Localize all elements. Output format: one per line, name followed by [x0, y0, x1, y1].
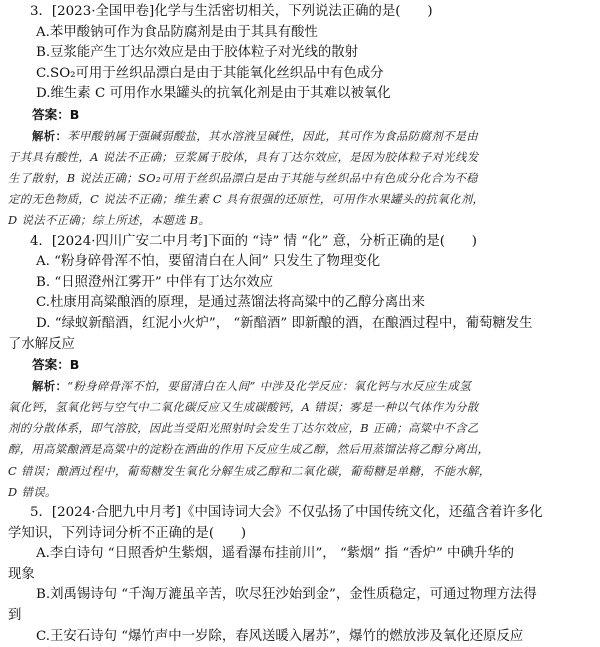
- question-4-explanation-line: 氧化钙，氢氧化钙与空气中二氧化碳反应又生成碳酸钙，A 错误；雾是一种以气体作为分散: [8, 399, 479, 414]
- question-4-option-d: D. “绿蚁新醅酒，红泥小火炉”， “新醅酒” 即新酿的酒，在酿酒过程中，葡萄糖发生: [36, 315, 533, 331]
- question-source: [2024·合肥九中月考]: [51, 504, 182, 520]
- explanation-label: 解析：: [32, 128, 68, 143]
- question-3-explanation-line: 生了散射，B 说法正确；SO₂可用于丝织品漂白是由于其能与丝织品中有色成分化合为不稳: [8, 170, 478, 185]
- question-number: 4．: [30, 233, 52, 249]
- explanation-text: 苯甲酸钠属于强碱弱酸盐，其水溶液呈碱性，因此，其可作为食品防腐剂不是由: [67, 128, 479, 143]
- question-source: [2023·全国甲卷]: [51, 4, 155, 19]
- question-4-option-c: C.杜康用高粱酿酒的原理，是通过蒸馏法将高粱中的乙醇分离出来: [36, 295, 425, 311]
- question-5-stem-continued: 学知识，下列诗词分析不正确的是( ): [8, 525, 247, 541]
- question-number: 5．: [30, 504, 52, 520]
- question-text: 《中国诗词大会》不仅弘扬了中国传统文化，还蕴含着许多化: [181, 504, 543, 520]
- question-3-option-b: B.豆浆能产生丁达尔效应是由于胶体粒子对光线的散射: [36, 45, 359, 61]
- question-4-option-a: A. “粉身碎骨浑不怕，要留清白在人间” 只发生了物理变化: [36, 254, 381, 270]
- question-3-option-d: D.维生素 C 可用作水果罐头的抗氧化剂是由于其难以被氧化: [36, 86, 391, 102]
- explanation-label: 解析：: [32, 378, 68, 393]
- question-5-option-b-continued: 到: [8, 607, 22, 623]
- question-4-option-d-continued: 了水解反应: [8, 336, 75, 352]
- question-3-option-a: A.苯甲酸钠可作为食品防腐剂是由于其具有酸性: [36, 24, 318, 40]
- question-5-option-a: A.李白诗句 “日照香炉生紫烟，遥看瀑布挂前川”， “紫烟” 指 “香炉” 中碘升华的: [36, 546, 514, 562]
- question-4-explanation-line: C 错误；酿酒过程中，葡萄糖发生氧化分解生成乙醇和二氧化碳，葡萄糖是单糖，不能水解，: [8, 463, 491, 478]
- explanation-text: “粉身碎骨浑不怕，要留清白在人间” 中涉及化学反应：氧化钙与水反应生成氢: [67, 378, 471, 393]
- question-5-stem: [8, 503, 592, 524]
- question-3-answer: 答案：B: [32, 106, 80, 122]
- question-4-option-b: B. “日照澄州江雾开” 中伴有丁达尔效应: [36, 274, 274, 290]
- question-4-stem: [8, 232, 592, 253]
- question-3-explanation-line: 于其具有酸性，A 说法不正确；豆浆属于胶体，具有丁达尔效应，是因为胶体粒子对光线发: [8, 149, 479, 164]
- question-3-explanation-line: D 说法不正确；综上所述，本题选 B。: [8, 213, 211, 228]
- question-3-explanation-line: [8, 126, 592, 147]
- question-5-option-a-continued: 现象: [8, 566, 35, 582]
- question-5-option-b: B.刘禹锡诗句 “千淘万漉虽辛苦，吹尽狂沙始到金”，金性质稳定，可通过物理方法得: [36, 587, 537, 603]
- question-number: 3．: [30, 4, 52, 19]
- question-4-explanation-line: D 错误。: [8, 484, 57, 499]
- question-4-explanation-line: [8, 376, 592, 397]
- question-source: [2024·四川广安二中月考]: [51, 233, 208, 249]
- question-4-answer: 答案：B: [32, 357, 80, 373]
- question-3-option-c: C.SO₂可用于丝织品漂白是由于其能氧化丝织品中有色成分: [36, 65, 384, 81]
- question-text: 化学与生活密切相关，下列说法正确的是( ): [154, 4, 433, 19]
- question-text: 下面的 “诗” 情 “化” 意，分析正确的是( ): [207, 233, 477, 249]
- question-3-explanation-line: 定的无色物质，C 说法不正确；维生素 C 具有很强的还原性，可用作水果罐头的抗氧化剂，: [8, 192, 485, 207]
- question-3-stem: [8, 2, 592, 23]
- question-4-explanation-line: 醇，用高粱酿酒是高粱中的淀粉在酒曲的作用下反应生成乙醇，然后用蒸馏法将乙醇分离出，: [8, 442, 490, 457]
- question-4-explanation-line: 剂的分散体系，即气溶胶，因此当受阳光照射时会发生丁达尔效应，B 正确；高粱中不含乙: [8, 421, 479, 436]
- question-5-option-c: C.王安石诗句 “爆竹声中一岁除，春风送暖入屠苏”，爆竹的燃放涉及氧化还原反应: [36, 628, 524, 644]
